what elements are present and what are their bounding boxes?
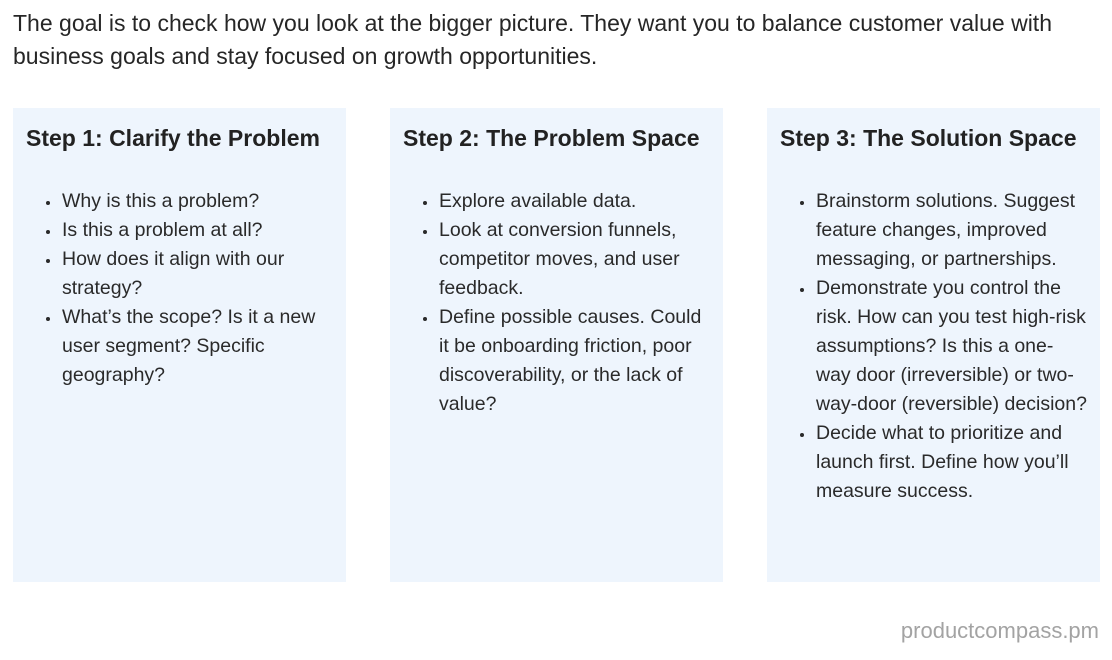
- step-3-title: Step 3: The Solution Space: [780, 125, 1077, 151]
- list-item: • Demonstrate you control the risk. How can you test high-risk assumptions? Is this a one-way door (irreversible) or two-way-door (reversible) decision?: [815, 274, 1088, 419]
- list-item: • Is this a problem at all?: [61, 216, 334, 245]
- list-item: • Decide what to prioritize and launch first. Define how you’ll measure success.: [815, 419, 1088, 506]
- list-item: • Why is this a problem?: [61, 187, 334, 216]
- step-3-card: [767, 108, 1100, 582]
- step-2-list: [403, 187, 711, 419]
- source-credit: productcompass.pm: [900, 618, 1099, 643]
- step-2-card: [390, 108, 723, 582]
- step-1-list: [26, 187, 334, 390]
- step-1-title: Step 1: Clarify the Problem: [26, 125, 320, 151]
- list-item: • What’s the scope? Is it a new user segment? Specific geography?: [61, 303, 334, 390]
- steps-grid: [13, 108, 1100, 582]
- list-item: • Look at conversion funnels, competitor moves, and user feedback.: [438, 216, 711, 303]
- step-1-card: [13, 108, 346, 582]
- step-3-list: [780, 187, 1088, 506]
- list-item: • Brainstorm solutions. Suggest feature changes, improved messaging, or partnerships.: [815, 187, 1088, 274]
- list-item: • Define possible causes. Could it be onboarding friction, poor discoverability, or the lack of value?: [438, 303, 711, 419]
- list-item: • How does it align with our strategy?: [61, 245, 334, 303]
- step-2-title: Step 2: The Problem Space: [403, 125, 700, 151]
- intro-paragraph: The goal is to check how you look at the bigger picture. They want you to balance customer value with business goals and stay focused on growth opportunities.: [13, 10, 1052, 69]
- list-item: • Explore available data.: [438, 187, 711, 216]
